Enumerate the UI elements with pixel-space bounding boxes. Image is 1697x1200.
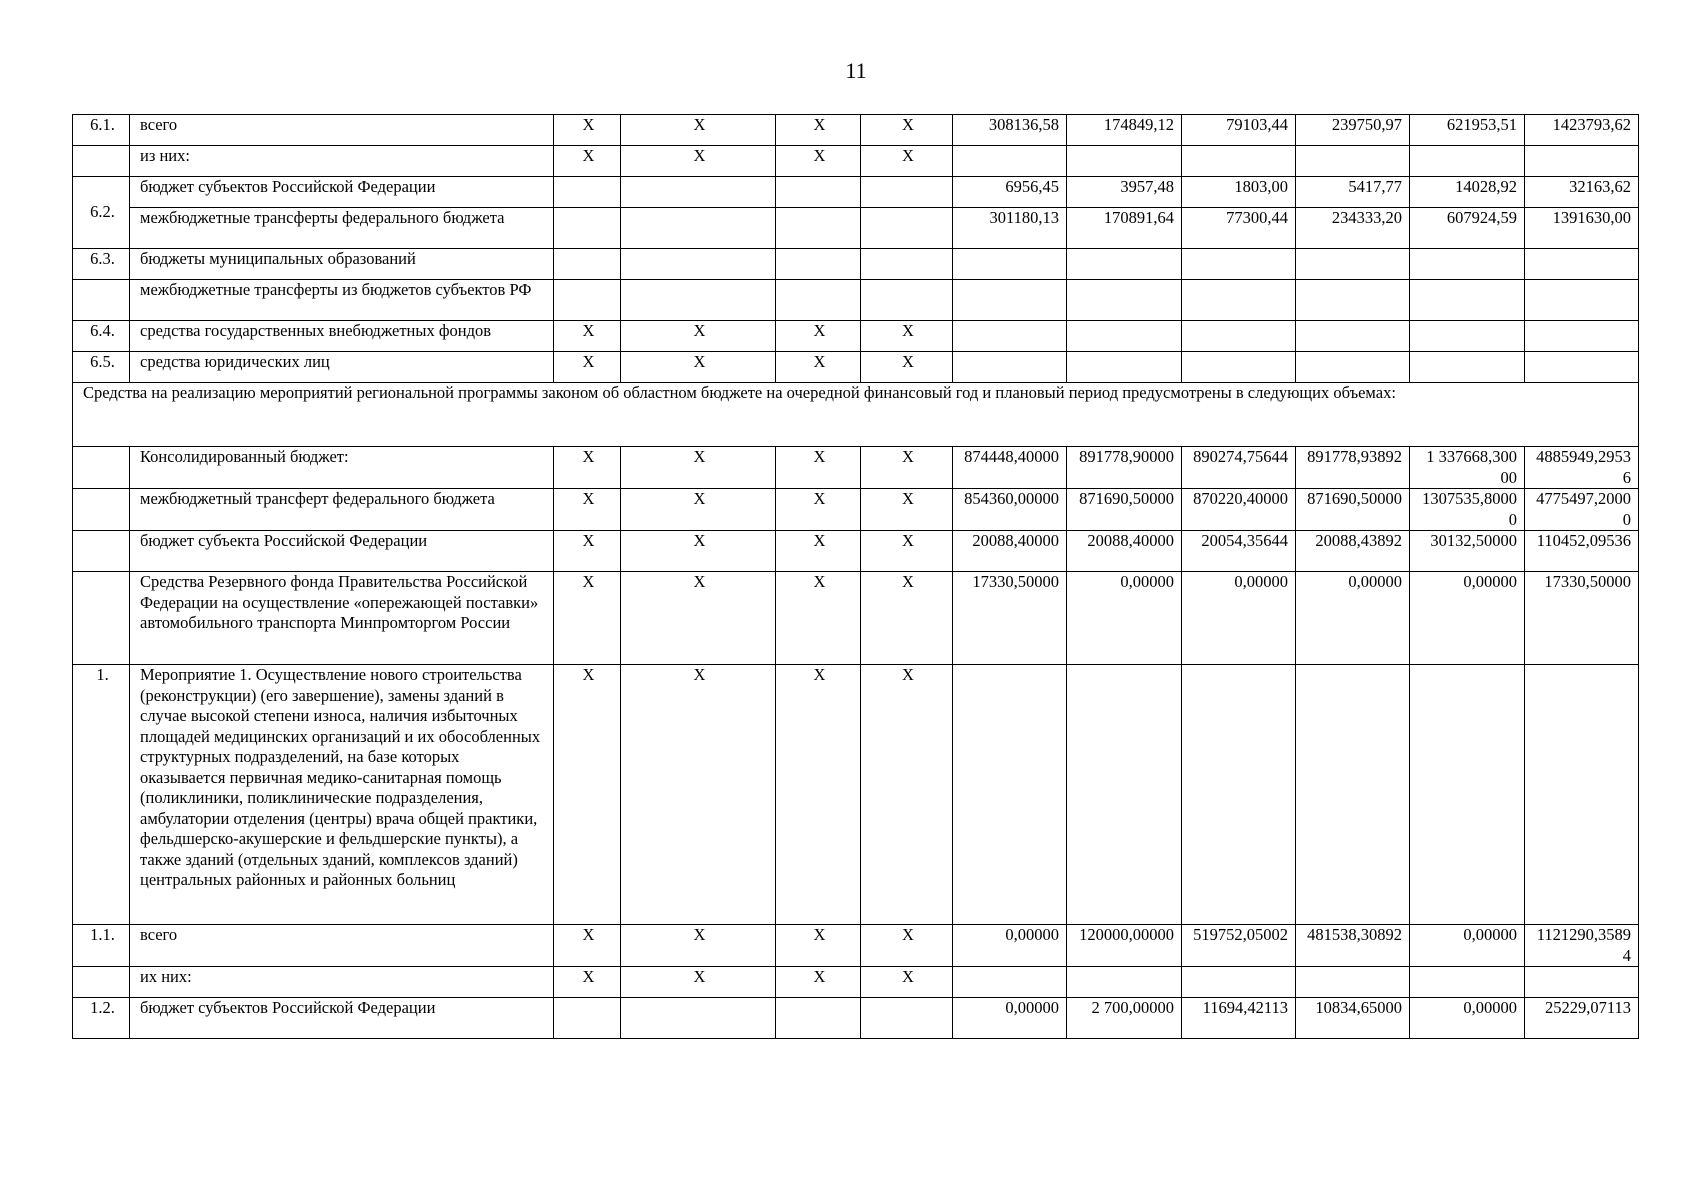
x-mark-cell: X	[776, 531, 861, 572]
table-row	[73, 447, 1639, 489]
value-cell	[1067, 321, 1182, 352]
x-mark-cell: X	[776, 447, 861, 489]
x-mark-cell: X	[776, 967, 861, 998]
value-cell: 0,00000	[953, 925, 1067, 967]
x-mark-cell: X	[621, 352, 776, 383]
value-cell: 3957,48	[1067, 177, 1182, 208]
x-mark-cell: X	[776, 665, 861, 925]
value-cell	[1182, 321, 1296, 352]
table-row	[73, 572, 1639, 665]
value-cell: 6956,45	[953, 177, 1067, 208]
value-cell: 308136,58	[953, 115, 1067, 146]
value-cell: 20088,40000	[1067, 531, 1182, 572]
value-cell: 891778,93892	[1296, 447, 1410, 489]
value-cell	[1296, 967, 1410, 998]
x-mark-cell: X	[861, 967, 953, 998]
value-cell: 2 700,00000	[1067, 998, 1182, 1039]
value-cell	[1067, 249, 1182, 280]
value-cell: 110452,09536	[1525, 531, 1639, 572]
value-cell: 10834,65000	[1296, 998, 1410, 1039]
value-cell: 1391630,00	[1525, 208, 1639, 249]
value-cell: 1423793,62	[1525, 115, 1639, 146]
row-label: бюджет субъекта Российской Федерации	[130, 531, 554, 572]
x-mark-cell: X	[861, 925, 953, 967]
x-mark-cell	[554, 249, 621, 280]
value-cell: 519752,05002	[1182, 925, 1296, 967]
value-cell	[1067, 146, 1182, 177]
x-mark-cell: X	[621, 447, 776, 489]
value-cell	[1525, 352, 1639, 383]
x-mark-cell	[861, 177, 953, 208]
x-mark-cell: X	[861, 352, 953, 383]
value-cell: 30132,50000	[1410, 531, 1525, 572]
x-mark-cell: X	[554, 925, 621, 967]
value-cell: 20088,40000	[953, 531, 1067, 572]
x-mark-cell: X	[554, 447, 621, 489]
note-text: Средства на реализацию мероприятий региональной программы законом об областном бюджете на очередной финансовый год и плановый период предусмотрены в следующих объемах:	[73, 383, 1639, 447]
value-cell: 607924,59	[1410, 208, 1525, 249]
value-cell	[1296, 352, 1410, 383]
x-mark-cell: X	[554, 146, 621, 177]
value-cell: 854360,00000	[953, 489, 1067, 531]
value-cell	[1525, 665, 1639, 925]
x-mark-cell	[861, 998, 953, 1039]
table-row	[73, 280, 1639, 321]
x-mark-cell: X	[621, 489, 776, 531]
x-mark-cell: X	[554, 352, 621, 383]
row-label: межбюджетные трансферты федерального бюджета	[130, 208, 554, 249]
value-cell: 25229,07113	[1525, 998, 1639, 1039]
x-mark-cell	[776, 177, 861, 208]
value-cell: 0,00000	[953, 998, 1067, 1039]
x-mark-cell	[861, 280, 953, 321]
value-cell: 1307535,80000	[1410, 489, 1525, 531]
value-cell	[953, 280, 1067, 321]
x-mark-cell	[554, 998, 621, 1039]
value-cell: 870220,40000	[1182, 489, 1296, 531]
value-cell	[1525, 967, 1639, 998]
x-mark-cell: X	[861, 572, 953, 665]
row-number	[73, 531, 130, 572]
x-mark-cell: X	[621, 967, 776, 998]
note-section	[73, 383, 1639, 447]
value-cell: 1121290,35894	[1525, 925, 1639, 967]
value-cell	[953, 352, 1067, 383]
row-number	[73, 489, 130, 531]
value-cell	[1410, 321, 1525, 352]
value-cell	[1410, 665, 1525, 925]
value-cell	[1525, 146, 1639, 177]
table-row	[73, 967, 1639, 998]
value-cell: 14028,92	[1410, 177, 1525, 208]
x-mark-cell	[554, 177, 621, 208]
row-label: из них:	[130, 146, 554, 177]
value-cell: 120000,00000	[1067, 925, 1182, 967]
value-cell	[953, 249, 1067, 280]
value-cell: 17330,50000	[953, 572, 1067, 665]
row-label: межбюджетные трансферты из бюджетов субъектов РФ	[130, 280, 554, 321]
x-mark-cell: X	[861, 115, 953, 146]
x-mark-cell	[861, 249, 953, 280]
budget-table	[72, 114, 1639, 1039]
value-cell: 871690,50000	[1296, 489, 1410, 531]
row-label: средства государственных внебюджетных фондов	[130, 321, 554, 352]
table-row	[73, 115, 1639, 146]
x-mark-cell: X	[621, 321, 776, 352]
value-cell: 4775497,20000	[1525, 489, 1639, 531]
row-label: всего	[130, 115, 554, 146]
value-cell: 0,00000	[1410, 998, 1525, 1039]
value-cell: 301180,13	[953, 208, 1067, 249]
x-mark-cell: X	[861, 489, 953, 531]
value-cell: 77300,44	[1182, 208, 1296, 249]
x-mark-cell	[621, 177, 776, 208]
x-mark-cell: X	[861, 146, 953, 177]
value-cell	[1296, 249, 1410, 280]
table-row	[73, 321, 1639, 352]
x-mark-cell: X	[776, 925, 861, 967]
value-cell: 0,00000	[1410, 572, 1525, 665]
row-number: 1.1.	[73, 925, 130, 967]
x-mark-cell	[554, 280, 621, 321]
x-mark-cell	[621, 249, 776, 280]
x-mark-cell	[776, 998, 861, 1039]
value-cell	[1182, 146, 1296, 177]
row-number: 1.2.	[73, 998, 130, 1039]
value-cell: 20054,35644	[1182, 531, 1296, 572]
value-cell	[1067, 280, 1182, 321]
row-number: 6.2.	[73, 177, 130, 249]
table-row	[73, 177, 1639, 208]
x-mark-cell: X	[554, 489, 621, 531]
x-mark-cell: X	[861, 665, 953, 925]
x-mark-cell: X	[776, 146, 861, 177]
value-cell: 874448,40000	[953, 447, 1067, 489]
row-label: Консолидированный бюджет:	[130, 447, 554, 489]
row-number: 1.	[73, 665, 130, 925]
x-mark-cell: X	[554, 531, 621, 572]
table-row	[73, 665, 1639, 925]
row-number	[73, 447, 130, 489]
value-cell: 871690,50000	[1067, 489, 1182, 531]
value-cell: 0,00000	[1067, 572, 1182, 665]
value-cell	[1182, 280, 1296, 321]
row-label: бюджет субъектов Российской Федерации	[130, 998, 554, 1039]
value-cell	[1296, 665, 1410, 925]
value-cell	[953, 146, 1067, 177]
value-cell	[1067, 967, 1182, 998]
value-cell: 621953,51	[1410, 115, 1525, 146]
x-mark-cell: X	[554, 665, 621, 925]
x-mark-cell: X	[621, 572, 776, 665]
x-mark-cell: X	[776, 489, 861, 531]
x-mark-cell	[621, 208, 776, 249]
value-cell: 0,00000	[1410, 925, 1525, 967]
row-label: Мероприятие 1. Осуществление нового строительства (реконструкции) (его завершение), замены зданий в случае высокой степени износа, наличия избыточных площадей медицинских организаций и их обособленных структурных подразделений, на базе которых оказывается первичная медико-санитарная помощь (поликлиники, поликлинические подразделения, амбулатории отделения (центры) врача общей практики, фельдшерско-акушерские и фельдшерские пункты), а также зданий (отдельных зданий, комплексов зданий) центральных районных и районных больниц	[130, 665, 554, 925]
value-cell	[1182, 352, 1296, 383]
row-number	[73, 280, 130, 321]
value-cell	[1410, 352, 1525, 383]
x-mark-cell: X	[776, 115, 861, 146]
bottom-section	[73, 447, 1639, 1039]
row-number: 6.4.	[73, 321, 130, 352]
row-label: средства юридических лиц	[130, 352, 554, 383]
x-mark-cell: X	[776, 352, 861, 383]
top-section	[73, 115, 1639, 383]
value-cell	[1182, 249, 1296, 280]
x-mark-cell: X	[621, 146, 776, 177]
value-cell: 11694,42113	[1182, 998, 1296, 1039]
row-label: их них:	[130, 967, 554, 998]
table-row	[73, 208, 1639, 249]
row-number: 6.5.	[73, 352, 130, 383]
table-row	[73, 352, 1639, 383]
row-number: 6.1.	[73, 115, 130, 146]
x-mark-cell: X	[621, 665, 776, 925]
row-label: всего	[130, 925, 554, 967]
value-cell	[953, 967, 1067, 998]
row-label: бюджеты муниципальных образований	[130, 249, 554, 280]
table-row	[73, 531, 1639, 572]
table-row	[73, 249, 1639, 280]
value-cell	[1182, 665, 1296, 925]
row-number: 6.3.	[73, 249, 130, 280]
value-cell: 4885949,29536	[1525, 447, 1639, 489]
row-number	[73, 967, 130, 998]
x-mark-cell	[776, 280, 861, 321]
row-number	[73, 572, 130, 665]
value-cell: 170891,64	[1067, 208, 1182, 249]
table-row	[73, 925, 1639, 967]
x-mark-cell: X	[621, 925, 776, 967]
x-mark-cell	[554, 208, 621, 249]
value-cell: 0,00000	[1182, 572, 1296, 665]
x-mark-cell	[621, 280, 776, 321]
value-cell	[1410, 249, 1525, 280]
value-cell	[1296, 280, 1410, 321]
x-mark-cell: X	[776, 572, 861, 665]
x-mark-cell: X	[861, 447, 953, 489]
table-row	[73, 146, 1639, 177]
value-cell	[1182, 967, 1296, 998]
x-mark-cell	[776, 208, 861, 249]
value-cell	[1525, 321, 1639, 352]
value-cell: 17330,50000	[1525, 572, 1639, 665]
x-mark-cell	[621, 998, 776, 1039]
value-cell	[1525, 249, 1639, 280]
value-cell	[1525, 280, 1639, 321]
value-cell: 1 337668,30000	[1410, 447, 1525, 489]
x-mark-cell: X	[621, 115, 776, 146]
row-number	[73, 146, 130, 177]
note-row	[73, 383, 1639, 447]
value-cell: 32163,62	[1525, 177, 1639, 208]
row-label: межбюджетный трансферт федерального бюджета	[130, 489, 554, 531]
row-label: бюджет субъектов Российской Федерации	[130, 177, 554, 208]
x-mark-cell: X	[621, 531, 776, 572]
x-mark-cell	[776, 249, 861, 280]
x-mark-cell: X	[554, 321, 621, 352]
value-cell	[953, 321, 1067, 352]
x-mark-cell: X	[776, 321, 861, 352]
x-mark-cell	[861, 208, 953, 249]
table-row	[73, 489, 1639, 531]
value-cell: 891778,90000	[1067, 447, 1182, 489]
x-mark-cell: X	[554, 967, 621, 998]
value-cell: 0,00000	[1296, 572, 1410, 665]
value-cell	[1410, 280, 1525, 321]
value-cell: 890274,75644	[1182, 447, 1296, 489]
x-mark-cell: X	[554, 115, 621, 146]
value-cell: 1803,00	[1182, 177, 1296, 208]
row-label: Средства Резервного фонда Правительства Российской Федерации на осуществление «опережающей поставки» автомобильного транспорта Минпромторгом России	[130, 572, 554, 665]
value-cell	[1410, 146, 1525, 177]
value-cell: 234333,20	[1296, 208, 1410, 249]
value-cell	[953, 665, 1067, 925]
x-mark-cell: X	[554, 572, 621, 665]
page-number: 11	[845, 58, 867, 83]
value-cell	[1067, 665, 1182, 925]
value-cell	[1067, 352, 1182, 383]
value-cell: 79103,44	[1182, 115, 1296, 146]
value-cell	[1296, 146, 1410, 177]
table-row	[73, 998, 1639, 1039]
value-cell: 174849,12	[1067, 115, 1182, 146]
value-cell	[1296, 321, 1410, 352]
value-cell: 5417,77	[1296, 177, 1410, 208]
x-mark-cell: X	[861, 321, 953, 352]
value-cell: 481538,30892	[1296, 925, 1410, 967]
value-cell	[1410, 967, 1525, 998]
x-mark-cell: X	[861, 531, 953, 572]
value-cell: 239750,97	[1296, 115, 1410, 146]
value-cell: 20088,43892	[1296, 531, 1410, 572]
